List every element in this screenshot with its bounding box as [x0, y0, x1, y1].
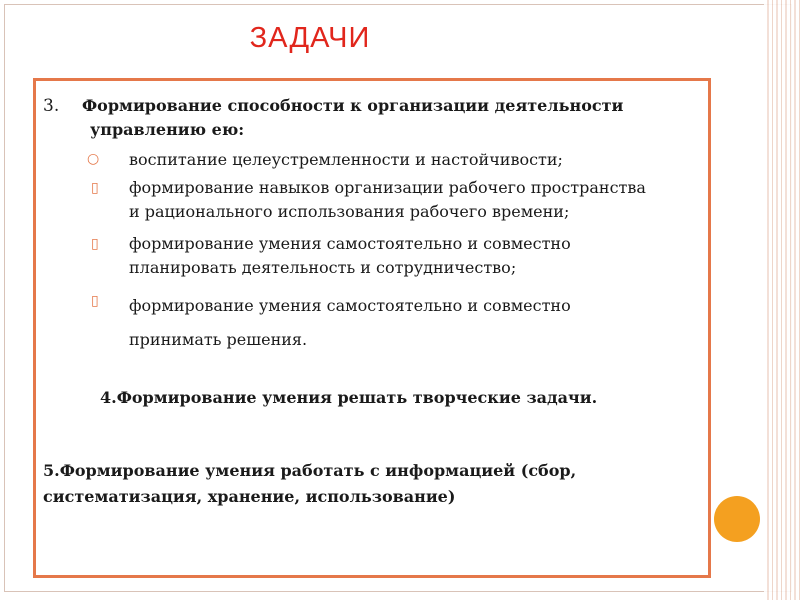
item5-line1: 5.Формирование умения работать с информацией (сбор, — [43, 461, 577, 480]
item3-line2: управлению ею: — [90, 120, 245, 139]
subitem-1 — [129, 148, 709, 172]
item3-line1: Формирование способности к организации деятельности — [82, 96, 624, 115]
subitem-2-line2: и рационального использования рабочего времени; — [129, 202, 570, 221]
subitem-4 — [129, 289, 709, 357]
content-box — [33, 78, 711, 578]
item5-line2: систематизация, хранение, использование) — [43, 487, 456, 506]
subitem-3-line1: формирование умения самостоятельно и совместно — [129, 234, 571, 253]
subitem-2 — [129, 176, 709, 224]
item3-heading — [82, 94, 702, 142]
decorative-circle — [714, 496, 760, 542]
circle-bullet-icon: ○ — [87, 151, 100, 167]
item3-number: 3. — [43, 96, 60, 116]
bullet-icon: ▯ — [91, 293, 99, 309]
subitem-2-line1: формирование навыков организации рабочего пространства — [129, 178, 646, 197]
bullet-icon: ▯ — [91, 180, 99, 196]
subitem-3 — [129, 232, 709, 280]
decorative-side-stripes — [764, 0, 800, 600]
subitem-4-line2: принимать решения. — [129, 330, 308, 349]
slide-title: ЗАДАЧИ — [249, 22, 371, 54]
subitem-3-line2: планировать деятельность и сотрудничество; — [129, 258, 517, 277]
subitem-4-line1: формирование умения самостоятельно и совместно — [129, 296, 571, 315]
item4: 4.Формирование умения решать творческие задачи. — [100, 388, 598, 407]
item5 — [43, 458, 703, 510]
bullet-icon: ▯ — [91, 236, 99, 252]
subitem-1-text: воспитание целеустремленности и настойчивости; — [129, 150, 563, 169]
